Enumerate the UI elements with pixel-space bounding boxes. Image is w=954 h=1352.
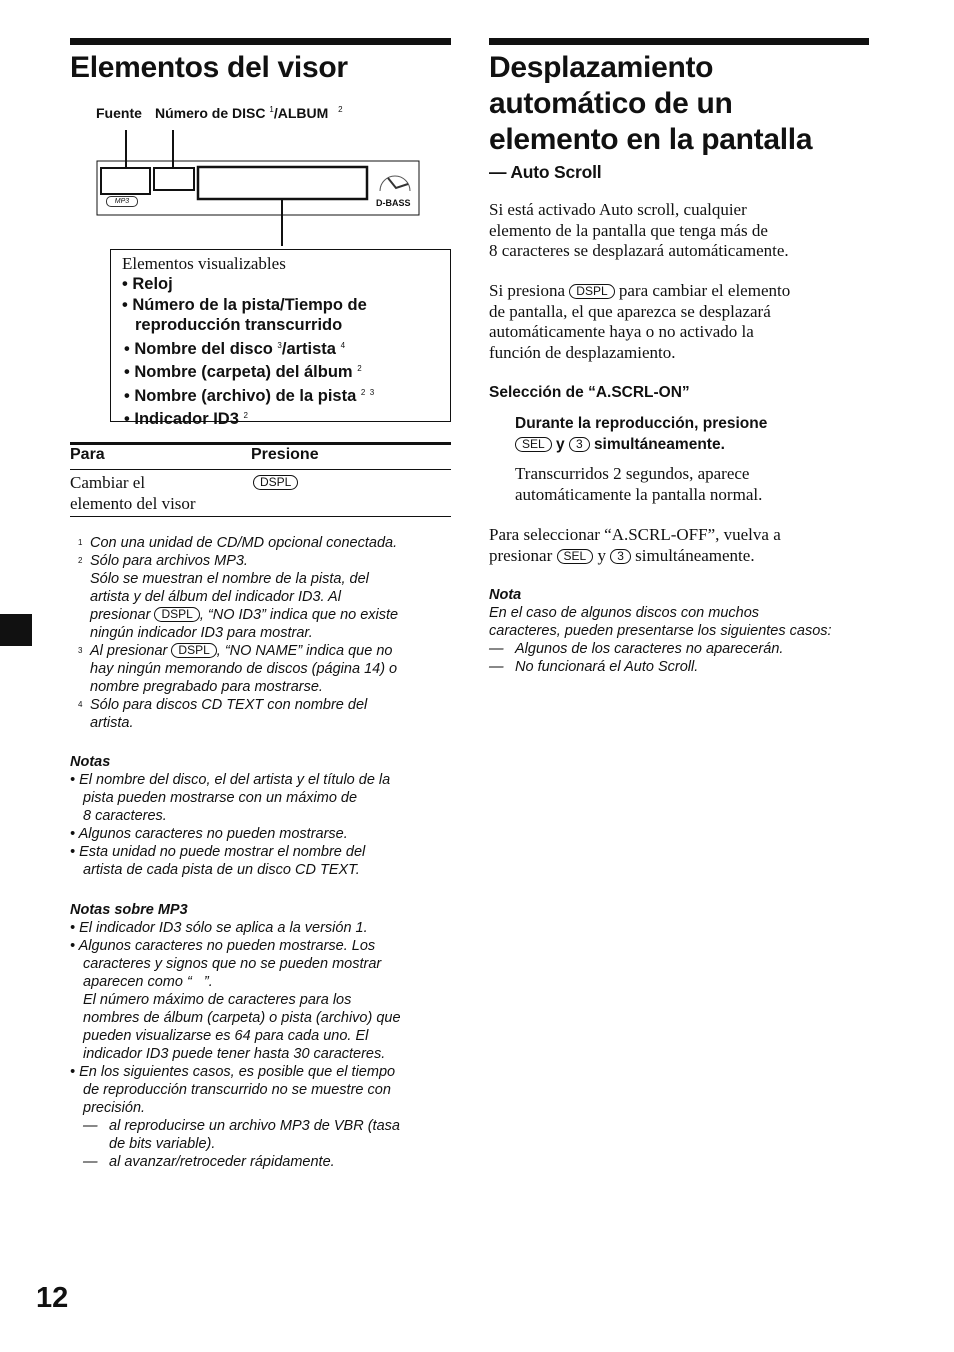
dspl-key: DSPL [569, 284, 614, 299]
items-box [110, 249, 451, 428]
display-frame [97, 161, 419, 215]
footnote-4: 4 Sólo para discos CD TEXT con nombre del artista. [78, 697, 368, 731]
section-tab-marker [0, 614, 32, 646]
footnotes [70, 534, 455, 732]
list-item: • Indicador ID3 $^2$ [124, 410, 248, 428]
diagram-label-fuente: Fuente [96, 105, 142, 121]
dbass-logo: D-BASS [376, 198, 411, 208]
dbass-icon [380, 176, 410, 191]
notas-mp3-section: Notas sobre MP3 • El indicador ID3 sólo se aplica a la versión 1. • Algunos caracteres no pueden mostrarse. Los caracteres y signos que no se pueden mostrar aparecen como “ ”. El número máximo de caracteres para los nombres de álbum (carpeta) o pista (archivo) que pueden visualizarse es 64 para cada uno. El indicador ID3 puede tener hasta 30 caracteres. • En los siguientes casos, es posible que el tiempo de reproducción transcurrido no se muestre con precisión. — al reproducirse un archivo MP3 de VBR (tasa de bits variable). — al avanzar/retroceder rápidamente. [70, 901, 455, 1171]
segment-fuente [101, 168, 150, 194]
album-text: /ALBUM [273, 105, 329, 121]
left-title: Elementos del visor [70, 51, 348, 84]
paragraph-2: Si presiona DSPL para cambiar el elemento de pantalla, el que aparezca se desplazará automáticamente haya o no activado la función de desplazamiento. [489, 281, 791, 362]
footnote-2: 2 Sólo para archivos MP3. Sólo se muestran el nombre de la pista, del artista y del álbum del indicador ID3. Al presionar DSPL , “NO ID3” indica que no existe ningún indicador ID3 para mostrar. [78, 553, 399, 641]
numero-sup: 1 [269, 105, 274, 114]
right-title: Desplazamiento automático de un elemento en la pantalla [489, 51, 813, 156]
footnote-1: 1 Con una unidad de CD/MD opcional conectada. [78, 535, 398, 551]
list-item: • Número de la pista/Tiempo de [122, 295, 367, 314]
key-3: 3 [610, 549, 631, 564]
key-3: 3 [569, 437, 590, 452]
seleccion-heading: Selección de “A.SCRL-ON” [489, 384, 690, 401]
display-diagram [96, 128, 422, 248]
nota-section: Nota En el caso de algunos discos con muchos caracteres, pueden presentarse los siguientes casos: — Algunos de los caracteres no aparecerán. — No funcionará el Auto Scroll. [489, 586, 884, 676]
left-title-rule [70, 38, 451, 45]
right-subtitle: — Auto Scroll [489, 162, 602, 182]
dspl-key: DSPL [154, 607, 199, 622]
table-row-cell-para: Cambiar el elemento del visor [70, 473, 196, 513]
footnote-3: 3 Al presionar DSPL , “NO NAME” indica que no hay ningún memorando de discos (página 14) o nombre pregrabado para mostrarse. [78, 643, 398, 695]
segment-items [198, 167, 367, 199]
list-item: • Nombre del disco $^3$/artista $^4$ [124, 339, 346, 358]
step-note: Transcurridos 2 segundos, aparece automáticamente la pantalla normal. [515, 464, 763, 504]
items-box-heading: Elementos visualizables [122, 254, 286, 273]
notas-title: Notas [70, 754, 111, 770]
list-item: • Nombre (archivo) de la pista $^{2 3}$ [124, 386, 375, 405]
list-item: reproducción transcurrido [135, 316, 343, 334]
list-item: • Reloj [122, 275, 173, 293]
album-sup: 2 [338, 105, 343, 114]
numero-text: Número de DISC [155, 105, 266, 121]
sel-key: SEL [557, 549, 594, 564]
paragraph-1: Si está activado Auto scroll, cualquier elemento de la pantalla que tenga más de 8 caracteres se desplazará automáticamente. [489, 200, 789, 260]
diagram-label-numero [155, 105, 343, 121]
step-instruction: Durante la reproducción, presione SEL y 3 simultáneamente. [515, 415, 768, 453]
segment-numero [154, 168, 194, 190]
table-bottom-rule [70, 516, 451, 517]
table-top-rule [70, 442, 451, 445]
nota-title: Nota [489, 587, 522, 603]
dspl-key: DSPL [253, 475, 298, 490]
table-header-rule [70, 469, 451, 470]
paragraph-3: Para seleccionar “A.SCRL-OFF”, vuelva a presionar SEL y 3 simultáneamente. [489, 525, 781, 565]
mp3-logo: MP3 [106, 196, 138, 207]
right-title-rule [489, 38, 869, 45]
dspl-key: DSPL [171, 643, 216, 658]
notas-mp3-title: Notas sobre MP3 [70, 902, 188, 918]
table-header-para: Para [70, 446, 105, 463]
page-number: 12 [36, 1282, 69, 1314]
items-box-list [122, 274, 374, 430]
list-item: • Nombre (carpeta) del álbum $^2$ [124, 363, 362, 381]
sel-key: SEL [515, 437, 552, 452]
notas-section: Notas • El nombre del disco, el del artista y el título de la pista pueden mostrarse con un máximo de 8 caracteres. • Algunos caracteres no pueden mostrarse. • Esta unidad no puede mostrar el nombre del artista de cada pista de un disco CD TEXT. [70, 753, 455, 879]
table-header-presione: Presione [251, 446, 319, 463]
